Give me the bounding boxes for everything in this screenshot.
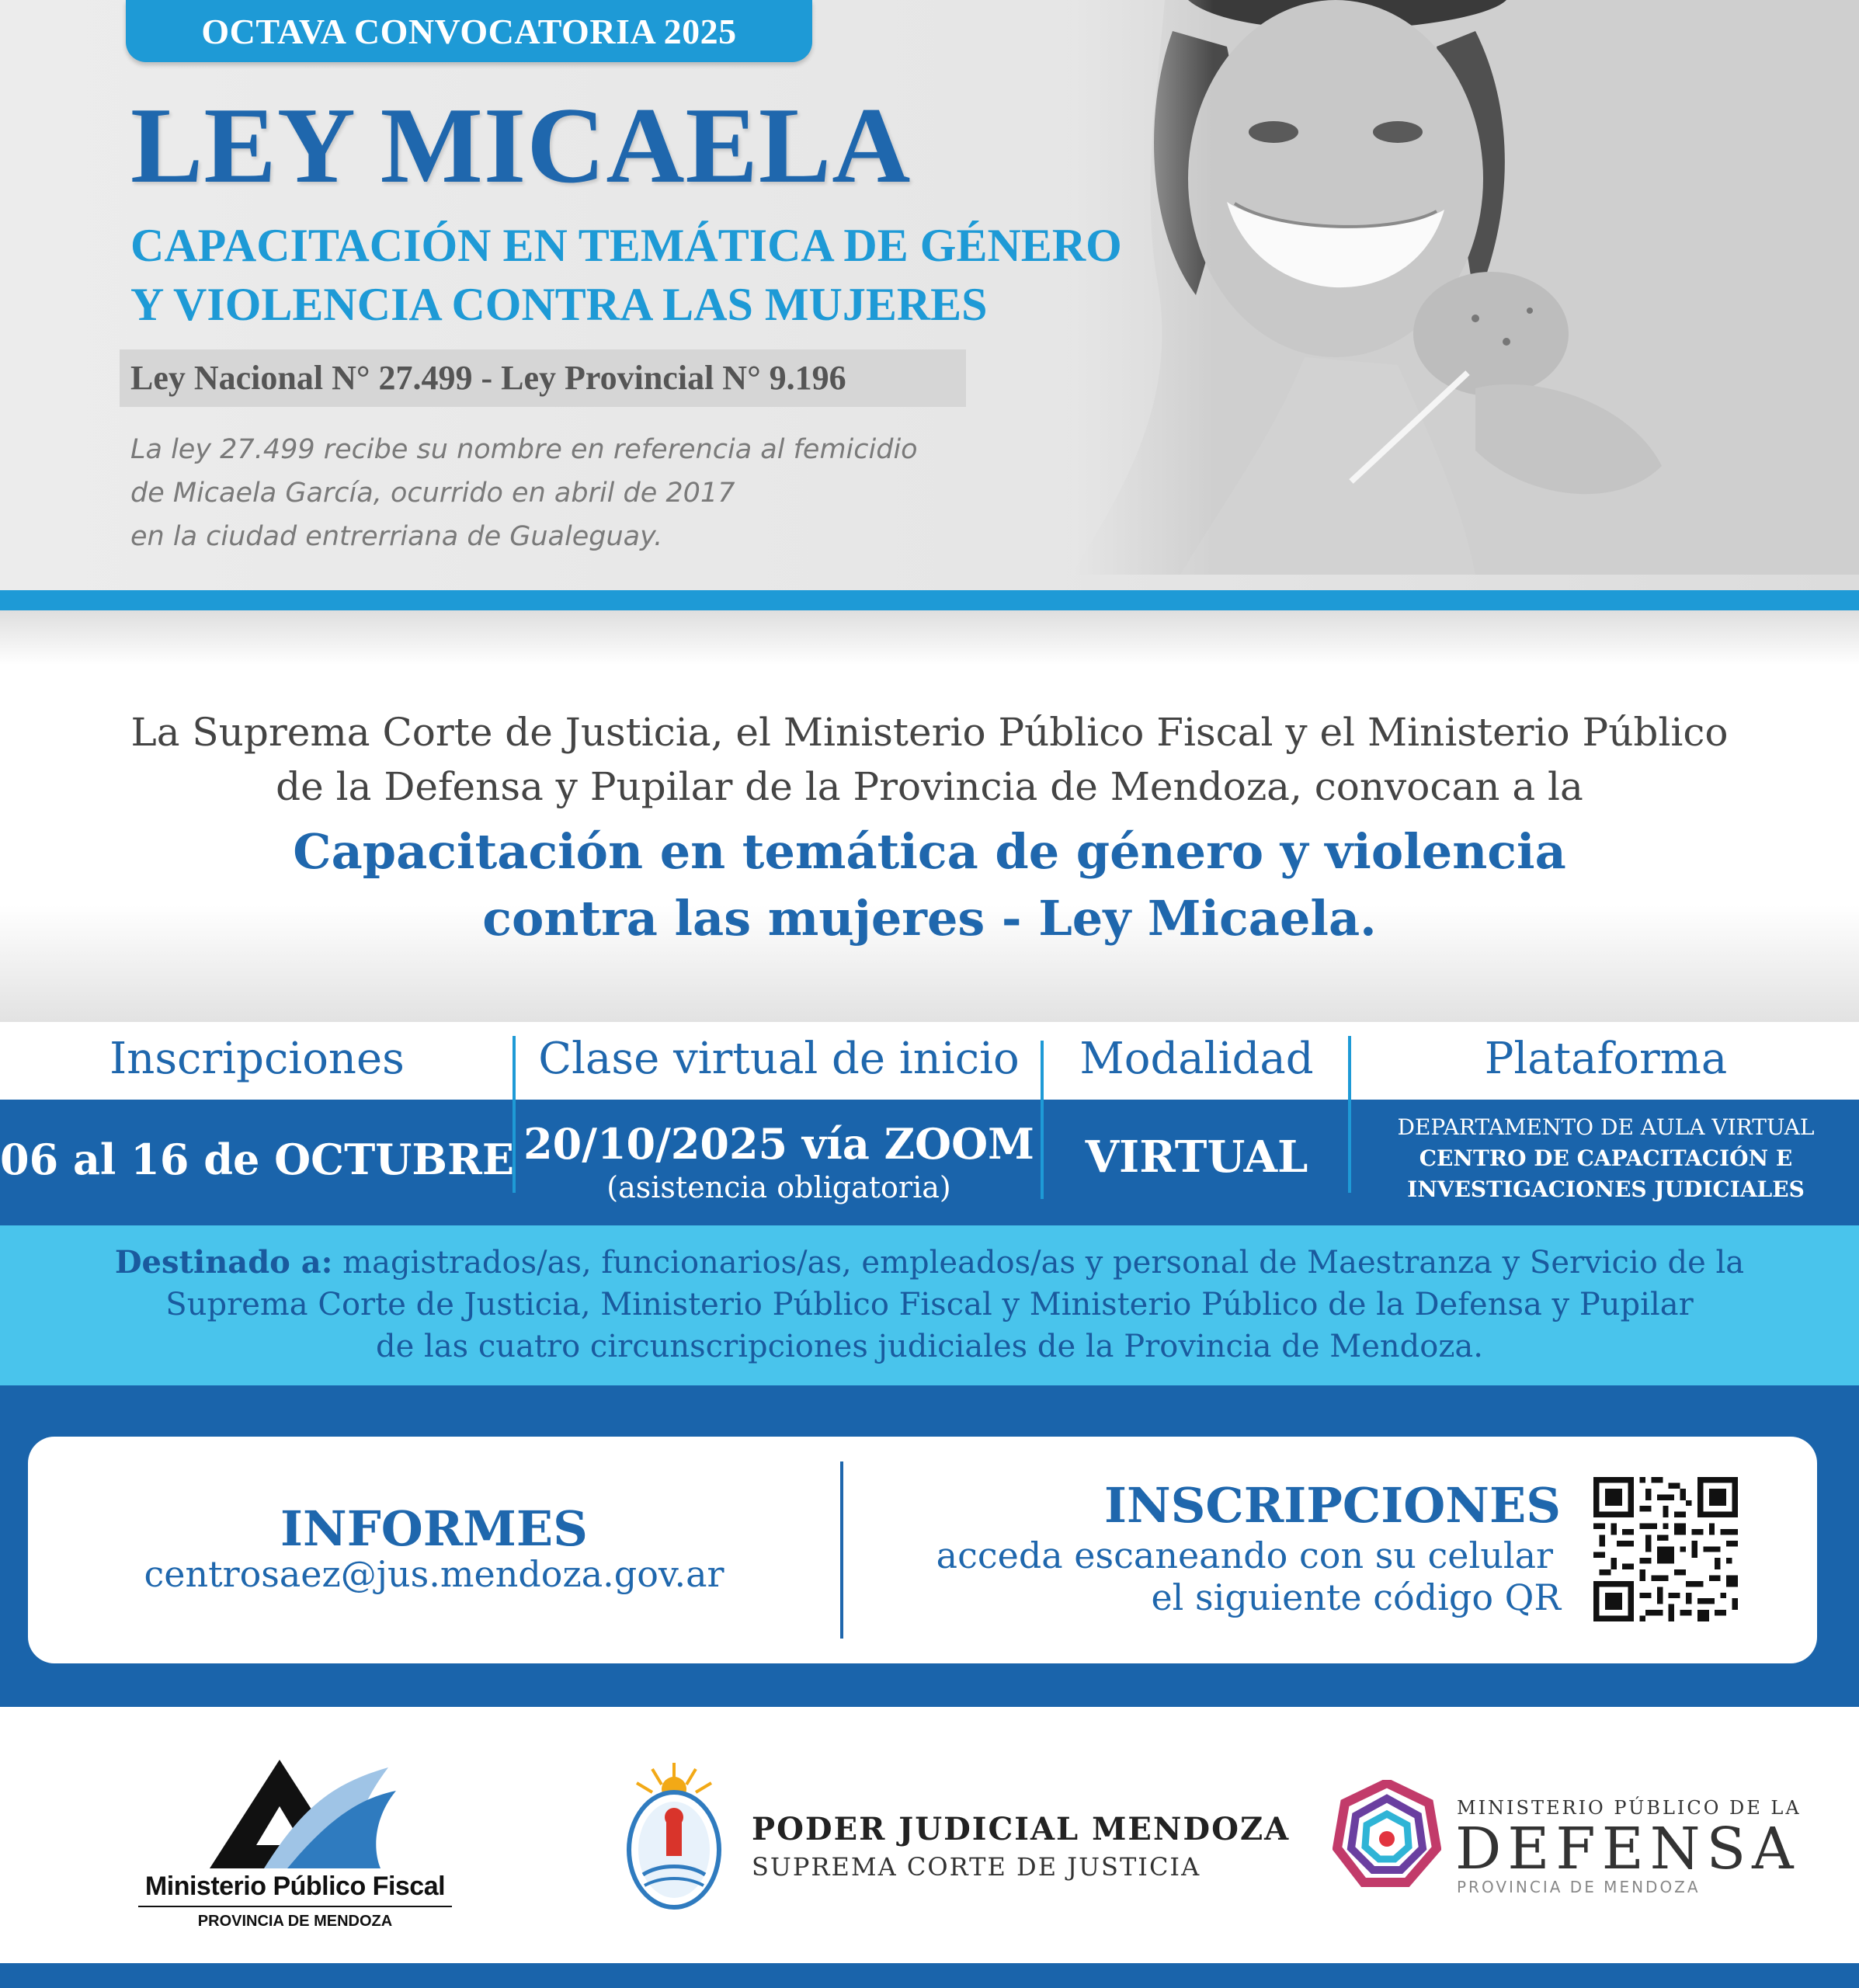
plataforma-line-1: DEPARTAMENTO DE AULA VIRTUAL	[1397, 1114, 1815, 1140]
informes-email[interactable]: centrosaez@jus.mendoza.gov.ar	[144, 1553, 724, 1595]
defensa-top: MINISTERIO PÚBLICO DE LA	[1457, 1797, 1802, 1819]
mpf-logo	[116, 1740, 474, 1934]
shield-emblem-icon	[621, 1758, 727, 1913]
card-divider	[840, 1461, 843, 1639]
destinado-line-3: de las cuatro circunscripciones judiciales de la Provincia de Mendoza.	[376, 1329, 1483, 1364]
divider-stripe	[0, 590, 1859, 610]
page-title: LEY MICAELA	[130, 85, 912, 206]
intro-section	[0, 610, 1859, 1022]
destinado-line-1	[0, 1244, 1859, 1281]
note-line-1: La ley 27.499 recibe su nombre en referencia al femicidio	[130, 434, 918, 465]
qr-instruction-1: acceda escaneando con su celular	[936, 1534, 1553, 1576]
destinado-text-1: magistrados/as, funcionarios/as, empleados/as y personal de Maestranza y Servicio de la	[342, 1245, 1745, 1281]
footer-bar	[0, 1963, 1859, 1988]
mpf-sub: PROVINCIA DE MENDOZA	[197, 1913, 393, 1930]
clase-label: Clase virtual de inicio	[538, 1034, 1020, 1084]
note-line-3: en la ciudad entrerriana de Gualeguay.	[130, 521, 663, 552]
inscripciones-title: INSCRIPCIONES	[1103, 1477, 1561, 1534]
informes-title: INFORMES	[280, 1500, 588, 1557]
inscripciones-value: 06 al 16 de OCTUBRE	[0, 1135, 515, 1184]
plataforma-label: Plataforma	[1484, 1034, 1728, 1084]
subtitle-line-2: Y VIOLENCIA CONTRA LAS MUJERES	[130, 279, 988, 330]
modalidad-value: VIRTUAL	[1085, 1131, 1308, 1183]
intro-highlight-line-2: contra las mujeres - Ley Micaela.	[482, 890, 1377, 947]
intro-line-1: La Suprema Corte de Justicia, el Ministerio Público Fiscal y el Ministerio Público	[130, 710, 1729, 755]
hero-banner	[0, 0, 1859, 590]
plataforma-line-3: INVESTIGACIONES JUDICIALES	[1407, 1176, 1805, 1202]
destinado-line-2: Suprema Corte de Justicia, Ministerio Público Fiscal y Ministerio Público de la Defensa y Pupilar	[165, 1287, 1694, 1322]
clase-note: (asistencia obligatoria)	[606, 1170, 951, 1204]
convocatoria-badge: OCTAVA CONVOCATORIA 2025	[126, 0, 812, 62]
modalidad-label: Modalidad	[1079, 1034, 1314, 1084]
pj-sub: SUPREMA CORTE DE JUSTICIA	[752, 1852, 1201, 1882]
defensa-emblem-icon	[1333, 1780, 1441, 1889]
defensa-sub: PROVINCIA DE MENDOZA	[1457, 1878, 1701, 1896]
mpf-rule	[138, 1906, 452, 1907]
inscripciones-label: Inscripciones	[109, 1034, 405, 1084]
qr-instruction-2: el siguiente código QR	[1151, 1576, 1561, 1618]
note-line-2: de Micaela García, ocurrido en abril de 2017	[130, 478, 735, 509]
subtitle-line-1: CAPACITACIÓN EN TEMÁTICA DE GÉNERO	[130, 220, 1122, 271]
poder-judicial-logo	[621, 1758, 1291, 1921]
intro-highlight-line-1: Capacitación en temática de género y violencia	[293, 823, 1566, 880]
destinado-label: Destinado a:	[114, 1244, 333, 1281]
portrait-photo	[1072, 0, 1859, 575]
clase-value: 20/10/2025 vía ZOOM	[523, 1119, 1034, 1169]
law-reference: Ley Nacional N° 27.499 - Ley Provincial N° 9.196	[130, 359, 846, 397]
defensa-logo	[1333, 1777, 1802, 1901]
qr-code[interactable]	[1593, 1477, 1738, 1621]
pj-name: PODER JUDICIAL MENDOZA	[752, 1811, 1291, 1847]
defensa-name: DEFENSA	[1455, 1816, 1800, 1882]
mpf-name: Ministerio Público Fiscal	[144, 1872, 446, 1901]
plataforma-line-2: CENTRO DE CAPACITACIÓN E	[1419, 1145, 1793, 1171]
mpf-emblem-icon	[194, 1752, 404, 1876]
intro-line-2: de la Defensa y Pupilar de la Provincia de Mendoza, convocan a la	[276, 764, 1583, 809]
